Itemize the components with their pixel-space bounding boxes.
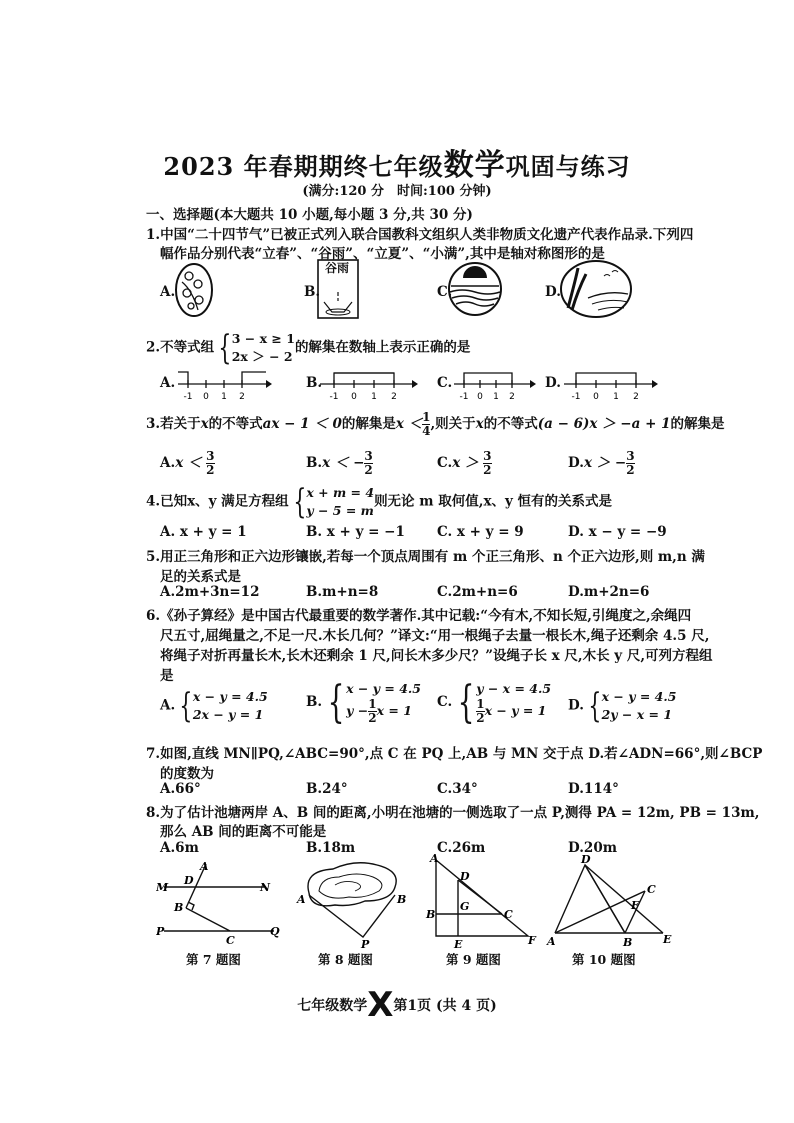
q4-system — [306, 484, 374, 520]
label-Q: Q — [270, 925, 280, 938]
q3-var: x — [475, 416, 484, 432]
q1-image-a — [172, 260, 217, 320]
label-P: P — [361, 938, 370, 950]
q1-line-1: 1.中国“二十四节气”已被正式列入联合国教科文组织人类非物质文化遗产代表作品录.下列四 — [146, 227, 694, 243]
label-E: E — [663, 933, 672, 946]
q7-option-a: A.66° — [160, 781, 201, 797]
q1-option-b: B. — [304, 284, 321, 300]
q3-option-b: B.x ＜ − $\frac{3}{2}$ — [306, 449, 373, 477]
q4-brace: { — [293, 482, 306, 522]
tick-label: 1 — [371, 392, 377, 402]
title-part-2: 巩固与练习 — [505, 152, 631, 181]
exam-info: (满分:120 分 时间:100 分钟) — [302, 184, 492, 199]
tick-label: 0 — [351, 392, 357, 402]
q8-option-a: A.6m — [160, 840, 199, 856]
q5-option-c: C.2m+n=6 — [437, 584, 518, 600]
q2-system — [232, 330, 295, 366]
section-heading: 一、选择题(本大题共 10 小题,每小题 3 分,共 30 分) — [146, 207, 473, 223]
q6-line-2: 尺五寸,屈绳量之,不足一尺.木长几何？”译文:“用一根绳子去量一根长木,绳子还剩余 4.5 尺, — [160, 628, 710, 644]
q5-line-1: 5.用正三角形和正六边形镶嵌,若每一个顶点周围有 m 个正三角形、n 个正六边形,则 m,n 满 — [146, 549, 705, 565]
q1-image-b-text: 谷雨 — [324, 261, 349, 275]
title-part-1: 2023 年春期期终七年级 — [163, 152, 444, 181]
q3-text: ,则关于 — [430, 416, 476, 432]
q6-option-b: B. { x − y = 4.5 y − $\frac{1}{2}$ x = 1 — [306, 676, 421, 728]
q2-numberline-c — [452, 368, 536, 402]
q3-expr-2: (a − 6)x ＞ −a + 1 — [537, 416, 671, 432]
q4-eq-1: x + m = 4 — [306, 485, 375, 500]
label-M: M — [156, 881, 169, 894]
q4-option-b: B. x + y = −1 — [306, 524, 405, 540]
label-D: D — [460, 870, 470, 883]
figure-10 — [545, 855, 675, 950]
q4-option-a: A. x + y = 1 — [160, 524, 247, 540]
tick-label: -1 — [459, 392, 469, 402]
q2-option-b: B. — [306, 375, 323, 391]
figure-10-caption: 第 10 题图 — [572, 952, 636, 967]
q3-option-c: C.x ＞ $\frac{3}{2}$ — [437, 449, 492, 477]
label-C: C — [647, 883, 656, 896]
label-B: B — [397, 893, 407, 906]
footer-mark: X — [367, 985, 394, 1025]
tick-label: -1 — [183, 392, 193, 402]
q3-solution: x ＜ — [395, 416, 423, 432]
label-P: P — [156, 925, 165, 938]
label-A: A — [297, 893, 306, 906]
q7-line-1: 7.如图,直线 MN∥PQ,∠ABC=90°,点 C 在 PQ 上,AB 与 MN 交于点 D.若∠ADN=66°,则∠BCP — [146, 746, 763, 762]
q6-line-1: 6.《孙子算经》是中国古代最重要的数学著作.其中记载:“今有木,不知长短,引绳度之,余绳四 — [146, 608, 692, 624]
tick-label: 2 — [633, 392, 639, 402]
q2-option-a: A. — [160, 375, 176, 391]
q7-option-d: D.114° — [568, 781, 619, 797]
label-D: D — [184, 874, 194, 887]
label-B: B — [174, 901, 184, 914]
q2-option-d: D. — [545, 375, 561, 391]
q3-text: 的不等式 — [483, 416, 538, 432]
q8-line-2: 那么 AB 间的距离不可能是 — [160, 824, 327, 840]
q2-numberline-d — [562, 368, 658, 402]
q1-option-c: C. — [437, 284, 453, 300]
label-A: A — [200, 860, 209, 873]
q4-option-d: D. x − y = −9 — [568, 524, 667, 540]
denominator: 4 — [422, 424, 431, 438]
q2-eq-1: 3 − x ≥ 1 — [231, 331, 295, 346]
numerator: 1 — [422, 410, 431, 424]
q4-suffix: 则无论 m 取何值,x、y 恒有的关系式是 — [374, 493, 613, 510]
tick-label: 2 — [509, 392, 515, 402]
q8-option-b: B.18m — [306, 840, 356, 856]
label-E: E — [454, 938, 463, 950]
title-part-math: 数学 — [443, 148, 506, 183]
q1-option-d: D. — [545, 284, 561, 300]
page-footer — [0, 985, 794, 1025]
footer-subject: 七年级数学 — [297, 998, 368, 1014]
q2-numberline-a — [176, 368, 272, 402]
label-D: D — [581, 855, 591, 866]
figure-9 — [424, 852, 544, 950]
q4-prefix: 4.已知x、y 满足方程组 — [146, 493, 289, 510]
q5-option-a: A.2m+3n=12 — [160, 584, 260, 600]
q1-option-a: A. — [160, 284, 176, 300]
q4-option-c: C. x + y = 9 — [437, 524, 524, 540]
q6-line-4: 是 — [160, 668, 174, 684]
q7-option-b: B.24° — [306, 781, 348, 797]
q6-option-c: C. { y − x = 4.5 $\frac{1}{2}$ x − y = 1 — [437, 676, 552, 728]
label-A: A — [547, 935, 556, 948]
q5-line-2: 足的关系式是 — [160, 569, 241, 585]
q7-option-c: C.34° — [437, 781, 478, 797]
label-N: N — [260, 881, 271, 894]
q1-line-2: 幅作品分别代表“立春”、“谷雨”、“立夏”、“小满”,其中是轴对称图形的是 — [160, 246, 605, 262]
q3-text: 的不等式 — [208, 416, 263, 432]
label-C: C — [226, 934, 235, 947]
page-title — [0, 140, 794, 184]
q2-option-c: C. — [437, 375, 453, 391]
tick-label: 2 — [391, 392, 397, 402]
tick-label: -1 — [571, 392, 581, 402]
q2-numberline-b — [318, 368, 418, 402]
label-F: F — [528, 934, 536, 947]
q3-option-a: A.x ＜ $\frac{3}{2}$ — [160, 449, 215, 477]
q6-option-d: D. { x − y = 4.5 2y − x = 1 — [568, 686, 677, 726]
q3-stem — [146, 411, 724, 438]
tick-label: 0 — [477, 392, 483, 402]
tick-label: 1 — [613, 392, 619, 402]
q3-text: 3.若关于 — [146, 416, 201, 432]
label-B: B — [623, 936, 633, 949]
tick-label: 0 — [593, 392, 599, 402]
label-C: C — [504, 908, 513, 921]
tick-label: -1 — [329, 392, 339, 402]
label-F: F — [631, 899, 639, 912]
tick-label: 1 — [493, 392, 499, 402]
tick-label: 0 — [203, 392, 209, 402]
q7-line-2: 的度数为 — [160, 766, 214, 782]
tick-label: 1 — [221, 392, 227, 402]
q3-text: 的解集是 — [341, 416, 396, 432]
figure-8-caption: 第 8 题图 — [318, 952, 373, 967]
label-A: A — [430, 852, 439, 865]
footer-page-number: 第1页 (共 4 页) — [393, 998, 497, 1014]
figure-7 — [156, 858, 286, 948]
figure-8 — [295, 855, 410, 950]
q8-option-c: C.26m — [437, 840, 486, 856]
q2-stem — [146, 330, 470, 366]
figure-7-caption: 第 7 题图 — [186, 952, 241, 967]
q5-option-b: B.m+n=8 — [306, 584, 379, 600]
figure-9-caption: 第 9 题图 — [446, 952, 501, 967]
q8-option-d: D.20m — [568, 840, 617, 856]
label-B: B — [426, 908, 436, 921]
q3-text: 的解集是 — [670, 416, 725, 432]
q6-option-a: A. { x − y = 4.5 2x − y = 1 — [160, 686, 268, 726]
q4-stem — [146, 484, 612, 520]
q6-line-3: 将绳子对折再量长木,长木还剩余 1 尺,问长木多少尺？”设绳子长 x 尺,木长 y 尺,可列方程组 — [160, 648, 713, 664]
q2-eq-2: 2x ＞ − 2 — [231, 349, 293, 364]
q3-var: x — [200, 416, 209, 432]
q3-expr-1: ax − 1 ＜ 0 — [262, 416, 342, 432]
q2-prefix: 2.不等式组 — [146, 339, 215, 356]
q3-option-d: D.x ＞ − $\frac{3}{2}$ — [568, 449, 635, 477]
q5-option-d: D.m+2n=6 — [568, 584, 650, 600]
tick-label: 2 — [239, 392, 245, 402]
label-G: G — [460, 900, 470, 913]
q2-suffix: 的解集在数轴上表示正确的是 — [294, 339, 471, 356]
q1-image-c — [446, 260, 504, 318]
q1-image-d — [558, 258, 634, 320]
q4-eq-2: y − 5 = m — [306, 503, 374, 518]
q8-line-1: 8.为了估计池塘两岸 A、B 间的距离,小明在池塘的一侧选取了一点 P,测得 PA = 12m, PB = 13m, — [146, 805, 760, 821]
q2-brace: { — [218, 328, 232, 368]
